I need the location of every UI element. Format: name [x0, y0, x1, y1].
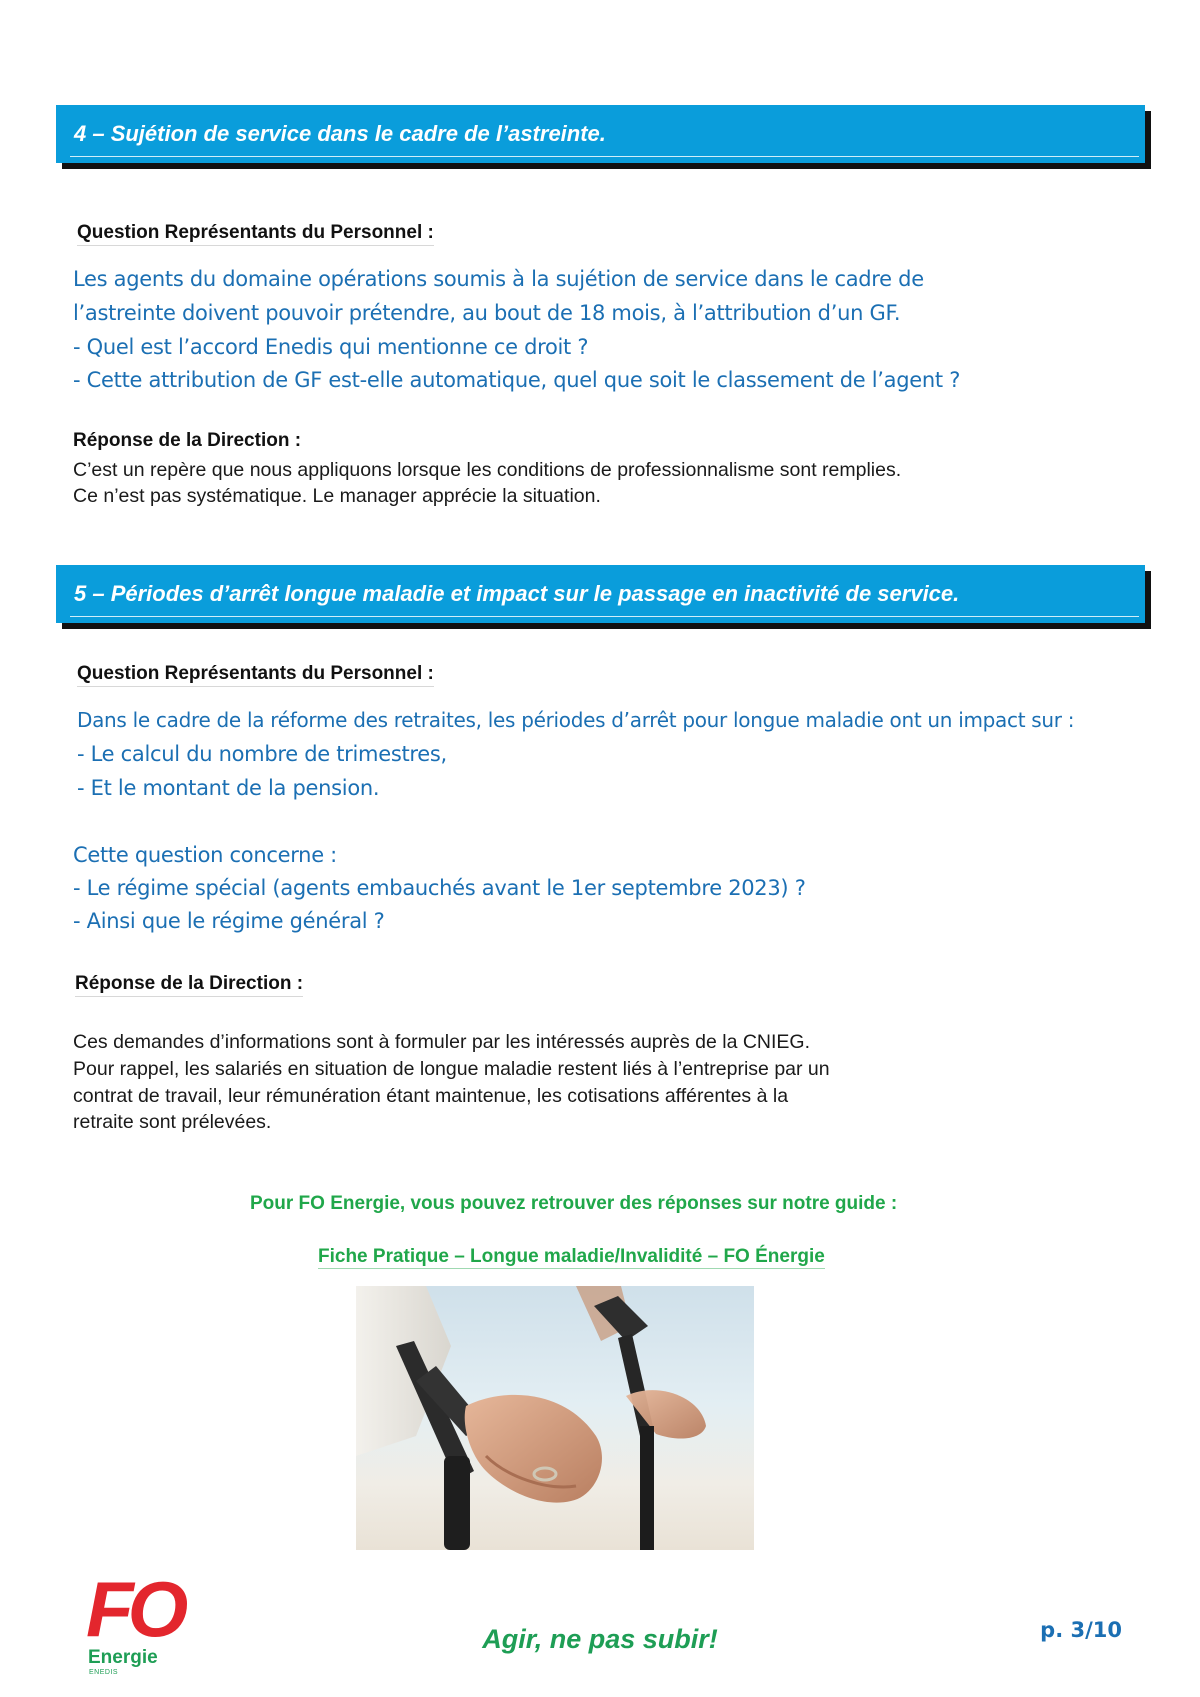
- section-4-answer-label: Réponse de la Direction :: [73, 430, 302, 451]
- logo-enedis-text: ENEDIS: [89, 1669, 119, 1676]
- guide-link[interactable]: Fiche Pratique – Longue maladie/Invalidité – FO Énergie: [318, 1246, 825, 1267]
- section-5-title: 5 – Périodes d’arrêt longue maladie et impact sur le passage en inactivité de service.: [74, 581, 960, 606]
- section-5-answer-line: Pour rappel, les salariés en situation de longue maladie restent liés à l’entreprise par un: [73, 1058, 830, 1080]
- banner-rule: [70, 616, 1139, 617]
- section-4-question-line: Les agents du domaine opérations soumis à la sujétion de service dans le cadre de: [73, 267, 924, 291]
- fo-energie-logo: [86, 1565, 183, 1676]
- section-5-question-line: - Le régime spécial (agents embauchés avant le 1er septembre 2023) ?: [73, 876, 806, 900]
- section-5-answer-line: Ces demandes d’informations sont à formuler par les intéressés auprès de la CNIEG.: [73, 1031, 811, 1053]
- fo-guide-note: Pour FO Energie, vous pouvez retrouver des réponses sur notre guide :: [250, 1193, 898, 1214]
- logo-energie-text: Energie: [88, 1647, 158, 1668]
- section-5-question-line: - Ainsi que le régime général ?: [73, 909, 385, 933]
- section-5-answer-label: Réponse de la Direction :: [75, 973, 303, 997]
- section-4-question-line: - Cette attribution de GF est-elle automatique, quel que soit le classement de l’agent ?: [73, 368, 961, 392]
- section-5-answer-line: retraite sont prélevées.: [73, 1111, 272, 1133]
- section-4-answer-line: C’est un repère que nous appliquons lorsque les conditions de professionnalisme sont remplies.: [73, 459, 902, 481]
- section-4-banner: [56, 105, 1145, 163]
- crutches-illustration: [356, 1286, 754, 1550]
- logo-fo-text: FO: [86, 1565, 183, 1653]
- footer-slogan: Agir, ne pas subir!: [482, 1624, 718, 1654]
- section-5-question-line: Cette question concerne :: [73, 843, 337, 867]
- crutches-photo: [356, 1286, 754, 1550]
- page-number: p. 3/10: [1040, 1618, 1122, 1642]
- section-5-answer-line: contrat de travail, leur rémunération étant maintenue, les cotisations afférentes à la: [73, 1085, 789, 1107]
- section-5-banner: [56, 565, 1145, 623]
- section-5-question-line: Dans le cadre de la réforme des retraites, les périodes d’arrêt pour longue maladie ont un impact sur :: [77, 708, 1075, 732]
- section-4-title: 4 – Sujétion de service dans le cadre de l’astreinte.: [74, 121, 606, 146]
- banner-rule: [70, 156, 1139, 157]
- section-5-question-label: Question Représentants du Personnel :: [77, 663, 434, 687]
- section-5-question-line: - Et le montant de la pension.: [77, 776, 380, 800]
- section-4-question-label: Question Représentants du Personnel :: [77, 222, 434, 246]
- section-4-answer-line: Ce n’est pas systématique. Le manager apprécie la situation.: [73, 485, 601, 507]
- section-4-question-line: - Quel est l’accord Enedis qui mentionne ce droit ?: [73, 335, 589, 359]
- section-5-question-line: - Le calcul du nombre de trimestres,: [77, 742, 447, 766]
- section-4-question-line: l’astreinte doivent pouvoir prétendre, au bout de 18 mois, à l’attribution d’un GF.: [73, 301, 901, 325]
